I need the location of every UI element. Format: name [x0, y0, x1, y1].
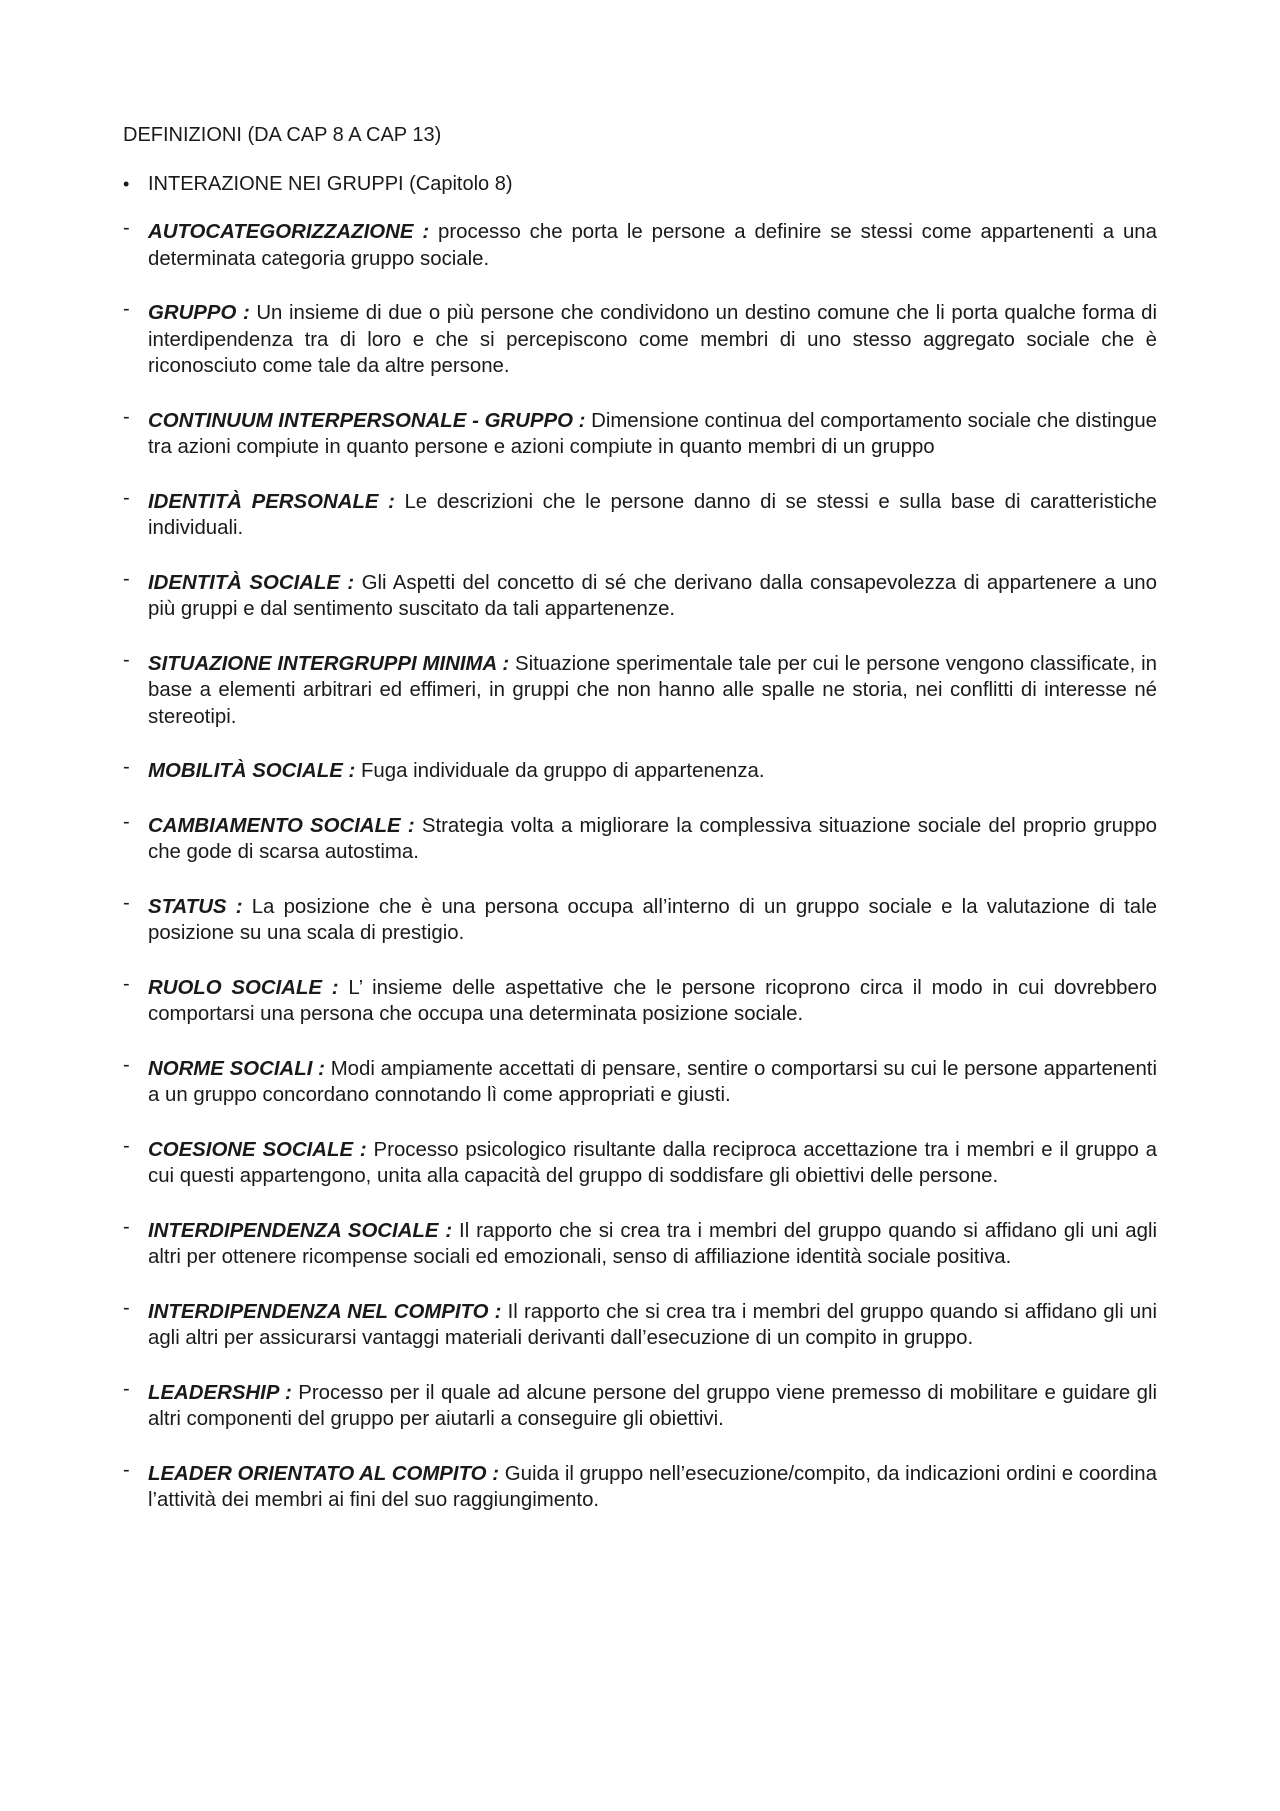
definition-item: [123, 1377, 1158, 1433]
definition-item: [123, 1215, 1158, 1271]
definition-text: Le descrizioni che le persone danno di se stessi e sulla base di caratteristiche individuali.: [148, 490, 1157, 539]
dash-marker: -: [123, 648, 130, 671]
definition-body: [148, 1380, 1157, 1433]
definition-term: IDENTITÀ SOCIALE :: [148, 571, 355, 594]
dash-marker: -: [123, 756, 130, 778]
definition-term: LEADERSHIP :: [148, 1381, 292, 1404]
definition-item: [123, 758, 1157, 785]
definition-body: [148, 570, 1157, 623]
definition-item: [123, 567, 1157, 623]
definition-term: AUTOCATEGORIZZAZIONE :: [148, 221, 430, 243]
dash-marker: -: [123, 1296, 130, 1319]
dash-marker: -: [123, 972, 130, 995]
definition-term: NORME SOCIALI :: [148, 1057, 325, 1080]
definition-body: [148, 1299, 1157, 1352]
definition-body: [148, 300, 1157, 380]
definition-text: Guida il gruppo nell’esecuzione/compito, da indicazioni ordini e coordina l’attività dei membri ai fini del suo raggiungimento.: [148, 1462, 1157, 1511]
definition-item: [123, 1134, 1157, 1190]
definition-text: processo che porta le persone a definire se stessi come appartenenti a una determinata categoria gruppo sociale.: [148, 221, 1157, 270]
definition-body: [148, 813, 1157, 866]
definition-body: [148, 489, 1157, 542]
definition-term: CONTINUUM INTERPERSONALE - GRUPPO :: [148, 409, 586, 432]
section-heading: [123, 171, 1157, 197]
definition-item: [123, 1458, 1157, 1514]
definition-item: [123, 405, 1157, 461]
definition-body: [148, 1461, 1157, 1514]
definition-body: [148, 651, 1157, 731]
section-label: INTERAZIONE NEI GRUPPI (Capitolo 8): [148, 173, 513, 195]
dash-marker: -: [123, 567, 130, 590]
dash-marker: -: [123, 1377, 130, 1400]
definition-item: [123, 891, 1157, 947]
definition-text: Processo per il quale ad alcune persone del gruppo viene premesso di mobilitare e guidare gli altri componenti del gruppo per aiutarli a conseguire gli obiettivi.: [148, 1381, 1158, 1430]
definition-text: Situazione sperimentale tale per cui le persone vengono classificate, in base a elementi arbitrari ed effimeri, in gruppi che non hanno alle spalle ne storia, nei conflitti di interesse né stereotipi.: [148, 652, 1157, 728]
definition-term: RUOLO SOCIALE :: [148, 976, 339, 999]
definition-list: [123, 219, 1157, 1514]
dash-marker: -: [123, 1215, 130, 1238]
definition-text: Strategia volta a migliorare la complessiva situazione sociale del proprio gruppo che gode di scarsa autostima.: [148, 814, 1157, 863]
definition-item: [123, 1053, 1157, 1109]
definition-body: [148, 894, 1157, 947]
definition-item: [123, 810, 1157, 866]
definition-text: Un insieme di due o più persone che condividono un destino comune che li porta qualche forma di interdipendenza tra di loro e che si percepiscono come membri di uno stesso aggregato sociale che è riconosciuto come tale da altre persone.: [148, 302, 1157, 377]
definition-item: [123, 219, 1157, 272]
definition-term: SITUAZIONE INTERGRUPPI MINIMA :: [148, 652, 510, 675]
definition-body: [148, 408, 1157, 461]
definition-text: Processo psicologico risultante dalla reciproca accettazione tra i membri e il gruppo a cui questi appartengono, unita alla capacità del gruppo di soddisfare gli obiettivi delle persone.: [148, 1138, 1157, 1187]
dash-marker: -: [123, 1053, 130, 1076]
definition-term: IDENTITÀ PERSONALE :: [148, 490, 395, 513]
definition-text: Fuga individuale da gruppo di appartenenza.: [360, 760, 765, 782]
definition-term: STATUS :: [148, 895, 243, 918]
definition-body: [148, 758, 1157, 785]
definition-text: Gli Aspetti del concetto di sé che derivano dalla consapevolezza di appartenere a uno più gruppi e dal sentimento suscitato da tali appartenenze.: [148, 571, 1157, 620]
definition-term: INTERDIPENDENZA NEL COMPITO :: [148, 1300, 502, 1323]
dash-marker: -: [123, 810, 130, 833]
definition-text: Il rapporto che si crea tra i membri del gruppo quando si affidano gli uni agli altri per ottenere ricompense sociali ed emozionali, senso di affiliazione identità sociale positiva.: [148, 1219, 1158, 1268]
dash-marker: -: [123, 486, 130, 509]
definition-body: [148, 975, 1157, 1028]
definition-item: [123, 300, 1157, 380]
document-title: DEFINIZIONI (DA CAP 8 A CAP 13): [123, 124, 442, 146]
dash-marker: -: [123, 298, 130, 320]
definition-item: [123, 972, 1157, 1028]
definition-text: Il rapporto che si crea tra i membri del gruppo quando si affidano gli uni agli altri per assicurarsi vantaggi materiali derivanti dall’esecuzione di un compito in gruppo.: [148, 1300, 1157, 1349]
definition-body: [148, 1137, 1157, 1190]
dash-marker: -: [123, 1134, 130, 1157]
definition-term: COESIONE SOCIALE :: [148, 1138, 367, 1161]
definition-body: [148, 1056, 1157, 1109]
definition-text: Modi ampiamente accettati di pensare, sentire o comportarsi su cui le persone appartenenti a un gruppo concordano connotando lì come appropriati e giusti.: [148, 1057, 1157, 1106]
definition-term: INTERDIPENDENZA SOCIALE :: [148, 1219, 453, 1242]
dash-marker: -: [123, 405, 130, 428]
bullet-icon: •: [123, 174, 130, 194]
definition-term: LEADER ORIENTATO AL COMPITO :: [148, 1462, 500, 1485]
definition-term: CAMBIAMENTO SOCIALE :: [148, 814, 415, 837]
definition-term: MOBILITÀ SOCIALE :: [148, 760, 356, 782]
definition-body: [148, 219, 1157, 272]
definition-term: GRUPPO :: [148, 302, 250, 324]
definition-text: L’ insieme delle aspettative che le persone ricoprono circa il modo in cui dovrebbero comportarsi una persona che occupa una determinata posizione sociale.: [148, 976, 1157, 1025]
dash-marker: -: [123, 217, 130, 239]
definition-item: [123, 486, 1157, 542]
definition-item: [123, 1296, 1157, 1352]
dash-marker: -: [123, 891, 130, 914]
definition-text: La posizione che è una persona occupa all’interno di un gruppo sociale e la valutazione di tale posizione su una scala di prestigio.: [148, 895, 1157, 944]
definition-item: [123, 648, 1157, 731]
definition-text: Dimensione continua del comportamento sociale che distingue tra azioni compiute in quanto persone e azioni compiute in quanto membri di un gruppo: [148, 409, 1157, 458]
dash-marker: -: [123, 1458, 130, 1481]
definition-body: [148, 1218, 1157, 1271]
